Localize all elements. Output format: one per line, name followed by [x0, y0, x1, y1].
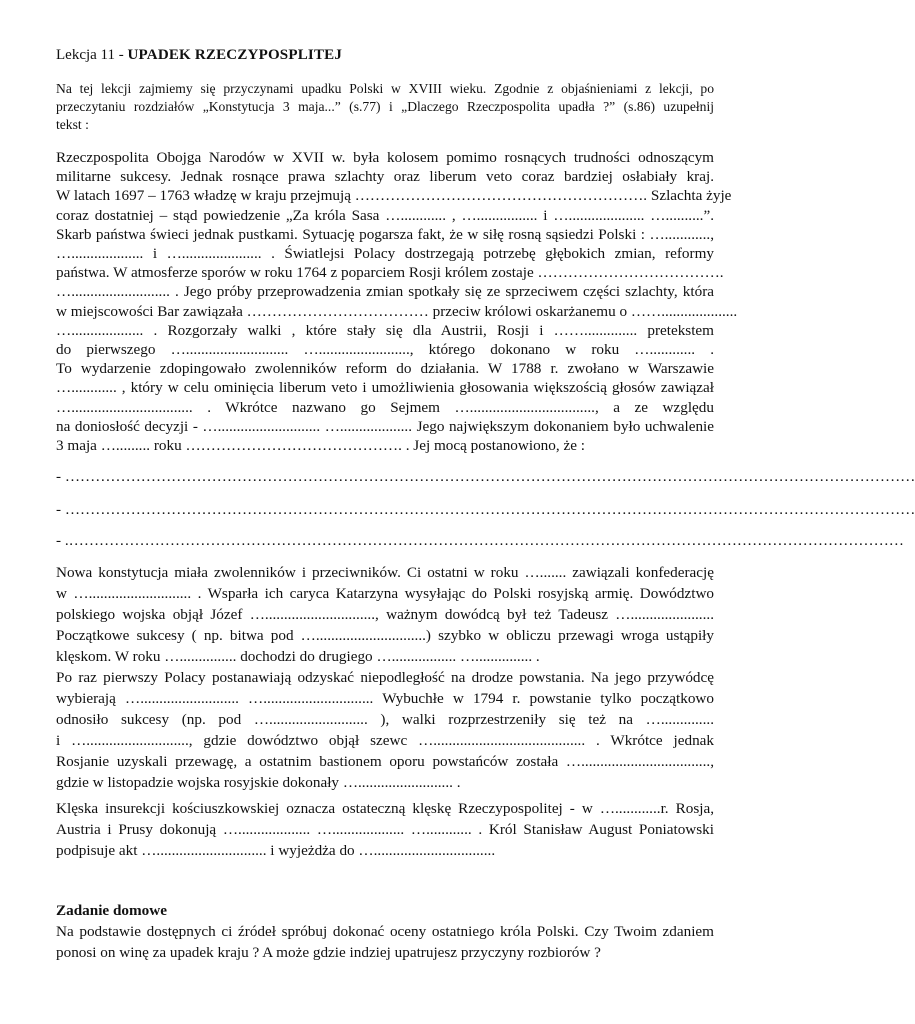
text-line: do pierwszego …........................... …........................, którego dokonano w roku …............ . [56, 341, 714, 359]
text-line: ….......................... . Jego próby przeprowadzenia zmian spotkały się ze sprzeciwem części szlachty, która [56, 283, 714, 301]
paragraph-partitions [56, 798, 714, 861]
text-line: wybierają ….......................... …............................. Wybuchłe w 1794 r. powstanie tylko początkowo [56, 690, 714, 707]
lesson-number: Lekcja 11 - [56, 47, 128, 63]
text-line: klęskom. W roku …............... dochodzi do drugiego …................. …............... . [56, 648, 540, 665]
paragraph-decline [56, 148, 738, 455]
lesson-topic: UPADEK RZECZYPOSPLITEJ [127, 47, 343, 63]
answer-line[interactable]: - .………………………………………………………………………………………………………………………………………………… [56, 532, 904, 549]
homework-title: Zadanie domowe [56, 902, 167, 919]
text-line: militarne sukcesy. Jednak rosnące prawa szlachty oraz liberum veto coraz bardziej osłabiały kraj. [56, 168, 714, 186]
text-line: Rosjanie uzyskali przewagę, a ostatnim bastionem oporu powstańców została ….................................., [56, 753, 714, 770]
text-line: Początkowe sukcesy ( np. bitwa pod ….............................) szybko w obliczu przewagi wroga ustąpiły [56, 627, 714, 644]
intro-instructions [56, 80, 714, 134]
text-line: Klęska insurekcji kościuszkowskiej oznacza ostateczną klęskę Rzeczypospolitej - w …............r. Rosja, [56, 800, 714, 817]
text-line: Po raz pierwszy Polacy postanawiają odzyskać niepodległość na drodze powstania. Na jego przywódcę [56, 669, 714, 686]
homework-task [56, 921, 714, 963]
intro-line: tekst : [56, 117, 89, 132]
text-line: To wydarzenie zdopingowało zwolenników reform do działania. W 1788 r. zwołano w Warszawie [56, 360, 714, 378]
answer-line[interactable]: - …………………………………………………………………………………………………………………………………………………… [56, 468, 915, 485]
text-line: ponosi on winę za upadek kraju ? A może gdzie indziej upatrujesz przyczyny rozbiorów ? [56, 944, 601, 961]
text-line: Rzeczpospolita Obojga Narodów w XVII w. była kolosem pomimo rosnących trudności odnoszącym [56, 149, 714, 166]
intro-line: przeczytaniu rozdziałów „Konstytucja 3 maja...” (s.77) i „Dlaczego Rzeczpospolita upadła ?” (s.86) uzupełnij [56, 99, 714, 114]
text-line: W latach 1697 – 1763 władzę w kraju przejmują …………………………………………………. Szlachta żyje [56, 187, 732, 205]
text-line: polskiego wojska objął Józef …............................., ważnym dowódcą był też Tadeusz …...................... [56, 606, 714, 623]
answer-line[interactable]: - …………………………………………………………………………………………………………………………………………………… [56, 501, 915, 518]
text-line: …................................ . Wkrótce nazwano go Sejmem …................................., a ze względu [56, 398, 714, 416]
text-line: …................... . Rozgorzały walki , które stały się dla Austrii, Rosji i …….............. pretekstem [56, 321, 714, 339]
paragraph-targowica [56, 562, 714, 667]
text-line: podpisuje akt …............................. i wyjeżdża do …................................ [56, 842, 496, 859]
intro-line: Na tej lekcji zajmiemy się przyczynami upadku Polski w XVIII wieku. Zgodnie z objaśnieniami z lekcji, po [56, 81, 714, 96]
text-line: coraz dostatniej – stąd powiedzenie „Za króla Sasa …............ , …................ i ….................... …..........”. [56, 206, 714, 224]
text-line: Skarb państwa świeci jednak pustkami. Sytuację pogarsza fakt, że w siłę rosną sąsiedzi Polski : …............, [56, 225, 714, 243]
text-line: odnosiło sukcesy (np. pod ….......................... ), walki rozprzestrzeniły się też na ….............. [56, 711, 714, 728]
text-line: 3 maja …......... roku ……………………………………. . Jej mocą postanowiono, że : [56, 437, 585, 455]
text-line: w miejscowości Bar zawiązała ……………………………… przeciw królowi oskarżanemu o …….................... [56, 302, 738, 320]
text-line: Na podstawie dostępnych ci źródeł spróbuj dokonać oceny ostatniego króla Polski. Czy Twoim zdaniem [56, 923, 714, 940]
lesson-title [56, 47, 714, 64]
text-line: Nowa konstytucja miała zwolenników i przeciwników. Ci ostatni w roku …....... zawiązali konfederację [56, 564, 714, 581]
text-line: państwa. W atmosferze sporów w roku 1764 z poparciem Rosji królem zostaje ………………………………. [56, 264, 724, 282]
paragraph-uprising [56, 667, 714, 793]
text-line: na doniosłość decyzji - …........................... …................... Jego największym dokonaniem było uchwalenie [56, 417, 714, 435]
text-line: i …..........................., gdzie dowództwo objął szewc …........................................ . Wkrótce jednak [56, 732, 714, 749]
text-line: gdzie w listopadzie wojska rosyjskie dokonały …......................... . [56, 774, 461, 791]
text-line: …................... i …..................... . Światlejsi Polacy dostrzegają potrzebę głębokich zmian, reformy [56, 245, 714, 263]
text-line: Austria i Prusy dokonują …................... …................... …............ . Król Stanisław August Poniatowski [56, 821, 714, 838]
text-line: …............ , który w celu ominięcia liberum veto i umożliwienia głosowania większością głosów zawiązał [56, 379, 714, 397]
text-line: w …........................... . Wsparła ich caryca Katarzyna wysyłając do Polski rosyjską armię. Dowództwo [56, 585, 714, 602]
